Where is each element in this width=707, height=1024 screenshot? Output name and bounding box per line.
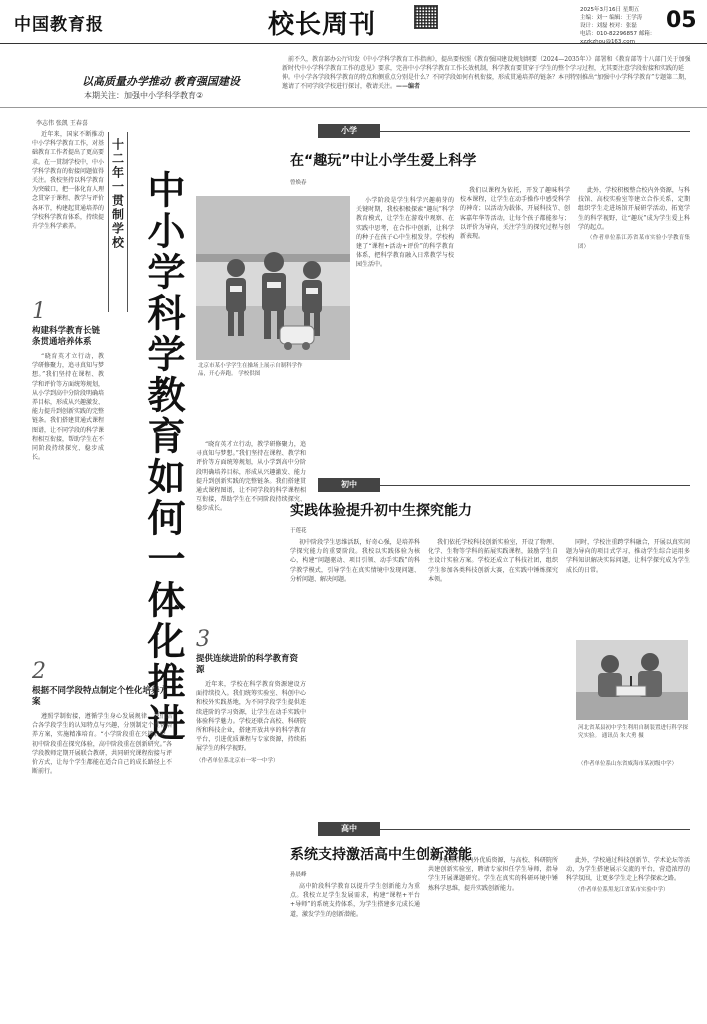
photo-caption-middle: 河北省某县初中学生利用自制装置进行科学探究实验。 通讯员 朱大勇 摄 (578, 725, 689, 739)
sub-text-1: “晓育英才立行动，教学研修聚力，追寻真知与梦想。”我们坚持在课程、教学和评价等方面统筹规划，从小学到高中分阶段明确培养目标，形成从兴趣激发、能力提升到创新实践的完整链条。我们搭建贯通式课程图谱，让不同学段的科学课程相互衔接，帮助学生在不同阶段持续探究、稳步成长。 (32, 353, 105, 462)
masthead (0, 0, 707, 44)
primary-text-b: 我们以课程为依托，开发了趣味科学校本课程，让学生在动手操作中感受科学的神奇；以活动为载体，开展科技节、创客嘉年华等活动，让每个孩子都能参与；以评价为导向，关注学生的探究过程与创新表现。 (460, 187, 570, 241)
section-rule-primary (380, 131, 690, 132)
photo-middle-illustration (576, 640, 688, 720)
left-subsection-2 (32, 660, 172, 776)
editor-note (282, 55, 692, 91)
section-badge-middle: 初中 (318, 478, 380, 492)
primary-text-c-body: 此外，学校积极整合校内外资源，与科技馆、高校实验室等建立合作关系，定期组织学生走进场馆开展研学活动，拓宽学生的科学视野，让“趣玩”成为学生爱上科学的起点。 (578, 187, 690, 231)
column-topic: 本期关注：加强中小学科学教育② (84, 91, 204, 100)
high-text-c-body: 此外，学校通过科技创新节、学术论坛等活动，为学生搭建展示交流的平台，营造浓厚的科学氛围，让更多学生走上科学探索之路。 (566, 857, 690, 883)
photo-middle-experiment (576, 640, 688, 720)
section-heading-primary: 在“趣玩”中让小学生爱上科学 (290, 153, 477, 169)
primary-source: （作者单位系江苏省某市实验小学教育集团） (578, 235, 690, 251)
left-subsection-3 (196, 628, 306, 764)
qr-code-icon (414, 5, 438, 29)
sub-text-3: 近年来，学校在科学教育资源建设方面持续投入。我们统筹实验室、科创中心和校外实践基地，为不同学段学生提供连续进阶的学习资源，让学生在动手实践中体验科学魅力。学校还联合高校、科研院所和科技企业，搭建开放共享的科学教育平台，引进优质课程与专家资源，持续拓展学生的科学视野。 (196, 681, 306, 753)
section-title: 校长周刊 (268, 10, 377, 40)
photo-primary-students (196, 196, 350, 360)
sub-number-2: 2 (32, 659, 46, 684)
section-heading-middle: 实践体验提升初中生探究能力 (290, 503, 472, 519)
sub-number-3: 3 (196, 627, 210, 652)
meta-contact: 电话：010-82296857 邮箱：xzzkzhou@163.com (580, 31, 656, 45)
middle-source: （作者单位系山东省威海市某初级中学） (578, 761, 678, 767)
page-number: 05 (666, 8, 697, 33)
photo-caption-primary: 北京市某小学学生在操场上展示自制科学作品，开心奔跑。 学校供图 (198, 363, 303, 377)
middle-text-c: 同时，学校注重跨学科融合，开展以真实问题为导向的项目式学习，推动学生综合运用多学科知识解决实际问题，让科学探究成为学生成长的日常。 (566, 539, 690, 574)
left-continuation-text: “晓育英才立行动，教学研修聚力，追寻真知与梦想。”我们坚持在课程、教学和评价等方面统筹规划，从小学到高中分阶段明确培养目标，形成从兴趣激发、能力提升到创新实践的完整链条。我们搭建贯通式课程图谱，让不同学段的科学课程相互衔接，帮助学生在不同阶段持续探究、稳步成长。 (196, 441, 306, 513)
editor-sign: ——编者 (396, 83, 421, 90)
photo-primary-illustration (196, 196, 350, 360)
editor-note-text: 前不久，教育部办公厅印发《中小学科学教育工作指南》，提出要按照《教育强国建设规划纲要（2024—2035年）》部署和《教育部等十八部门关于加强新时代中小学科学教育工作的意见》要求，完善中小学科学教育工作长效机制，科学教育要贯穿于学生的整个学习过程，尤其要注意学段衔接和实践的延伸。中小学各学段科学教育的特点和侧重点分别是什么？不同学段如何有机衔接，形成贯通培养的链条？本刊特别推出“加强中小学科学教育”专题第二期，邀请了不同学段学校进行探讨，敬请关注。 (282, 56, 691, 90)
section-rule-middle (380, 485, 690, 486)
section-author-primary: 曾焕春 (290, 180, 307, 186)
left-subsection-1 (32, 300, 104, 462)
left-source: （作者单位系北京市一零一中学） (196, 757, 279, 764)
sub-text-2: 遵照学制衔接，遵循学生身心发展规律，我们结合各学段学生的认知特点与兴趣，分别制定个性化培养方案，实施精准培育。“小学阶段重在兴趣启蒙，初中阶段重在探究体验，高中阶段重在创新研究。”各学段教师定期开展联合教研，共同研究课程衔接与评价方式，让每个学生都能在适合自己的成长路径上不断前行。 (32, 713, 172, 776)
sub-heading-1: 构建科学教育长链条贯通培养体系 (32, 326, 101, 347)
high-text-a: 高中阶段科学教育以提升学生创新能力为重点。我校立足学生发展需求，构建“课程+平台+导师”的系统支持体系，为学生搭建多元成长通道，激发学生的创新潜能。 (290, 883, 420, 918)
section-heading-high: 系统支持激活高中生创新潜能 (290, 847, 472, 863)
section-author-middle: 于莲花 (290, 528, 307, 534)
issue-meta (580, 6, 680, 46)
paper-name-logo: 中国教育报 (14, 15, 104, 35)
left-intro-text: 近年来，国家不断推动中小学科学教育工作，对基础教育工作者提出了更高要求。在一贯制学校中，中小学科学教育的衔接问题值得关注。我校坚持以科学教育为突破口，把一体化育人理念贯穿于课程、教学与评价各环节，构建起贯通培养的学校科学教育体系，持续提升学生科学素养。 (32, 131, 105, 231)
meta-design: 设计：刘磊 校对：张磊 (580, 23, 637, 29)
main-headline: 中小学科学教育如何一体化推进 (141, 170, 185, 744)
high-source: （作者单位系黑龙江省某市实验中学） (575, 886, 669, 893)
series-tag (108, 132, 128, 312)
middle-text-b: 我们依托学校科技创新实验室，开设了物理、化学、生物等学科的拓展实践课程，鼓励学生自主设计实验方案。学校还成立了科技社团，组织学生参加各类科技创新大赛，在实践中锤炼探究本领。 (428, 539, 558, 583)
section-badge-primary: 小学 (318, 124, 380, 138)
column-name: 以高质量办学推动 教育强国建设 (82, 75, 240, 88)
section-author-high: 孙晨峰 (290, 872, 307, 878)
meta-date: 2025年3月16日 星期五 (580, 7, 640, 13)
primary-text-a: 小学阶段是学生科学兴趣萌芽的关键时期，我校积极探索“趣玩”科学教育模式，让学生在游戏中观察、在实践中思考，在合作中创新，让科学的种子在孩子心中生根发芽。学校构建了“课程+活动+评价”的科学教育体系，把科学教育融入日常教学与校园生活中。 (356, 197, 454, 269)
section-rule-high (380, 829, 690, 830)
sub-heading-2: 根据不同学段特点制定个性化培养方案 (32, 686, 169, 707)
section-badge-high: 高中 (318, 822, 380, 836)
high-text-b: 学校整合校内外优质资源，与高校、科研院所共建创新实验室，聘请专家担任学生导师，指导学生开展课题研究。学生在真实的科研环境中锤炼科学思维，提升实践创新能力。 (428, 857, 558, 892)
meta-editor: 主编：刘一 编辑：王学涛 (580, 15, 643, 21)
sub-heading-3: 提供连续进阶的科学教育资源 (196, 654, 299, 675)
left-authors: 李志伟 张凯 王春喜 (36, 120, 88, 127)
sub-number-1: 1 (32, 299, 46, 324)
middle-text-a: 初中阶段学生思维活跃，好奇心强，是培养科学探究能力的重要阶段。我校以实践体验为核心，构建“问题驱动、项目引领、动手实践”的科学教学模式，引导学生在真实情境中发现问题、分析问题、解决问题。 (290, 539, 420, 583)
series-tag-label: 十二年一贯制学校 (110, 138, 125, 250)
primary-text-c (578, 186, 690, 252)
high-text-c (566, 856, 690, 895)
